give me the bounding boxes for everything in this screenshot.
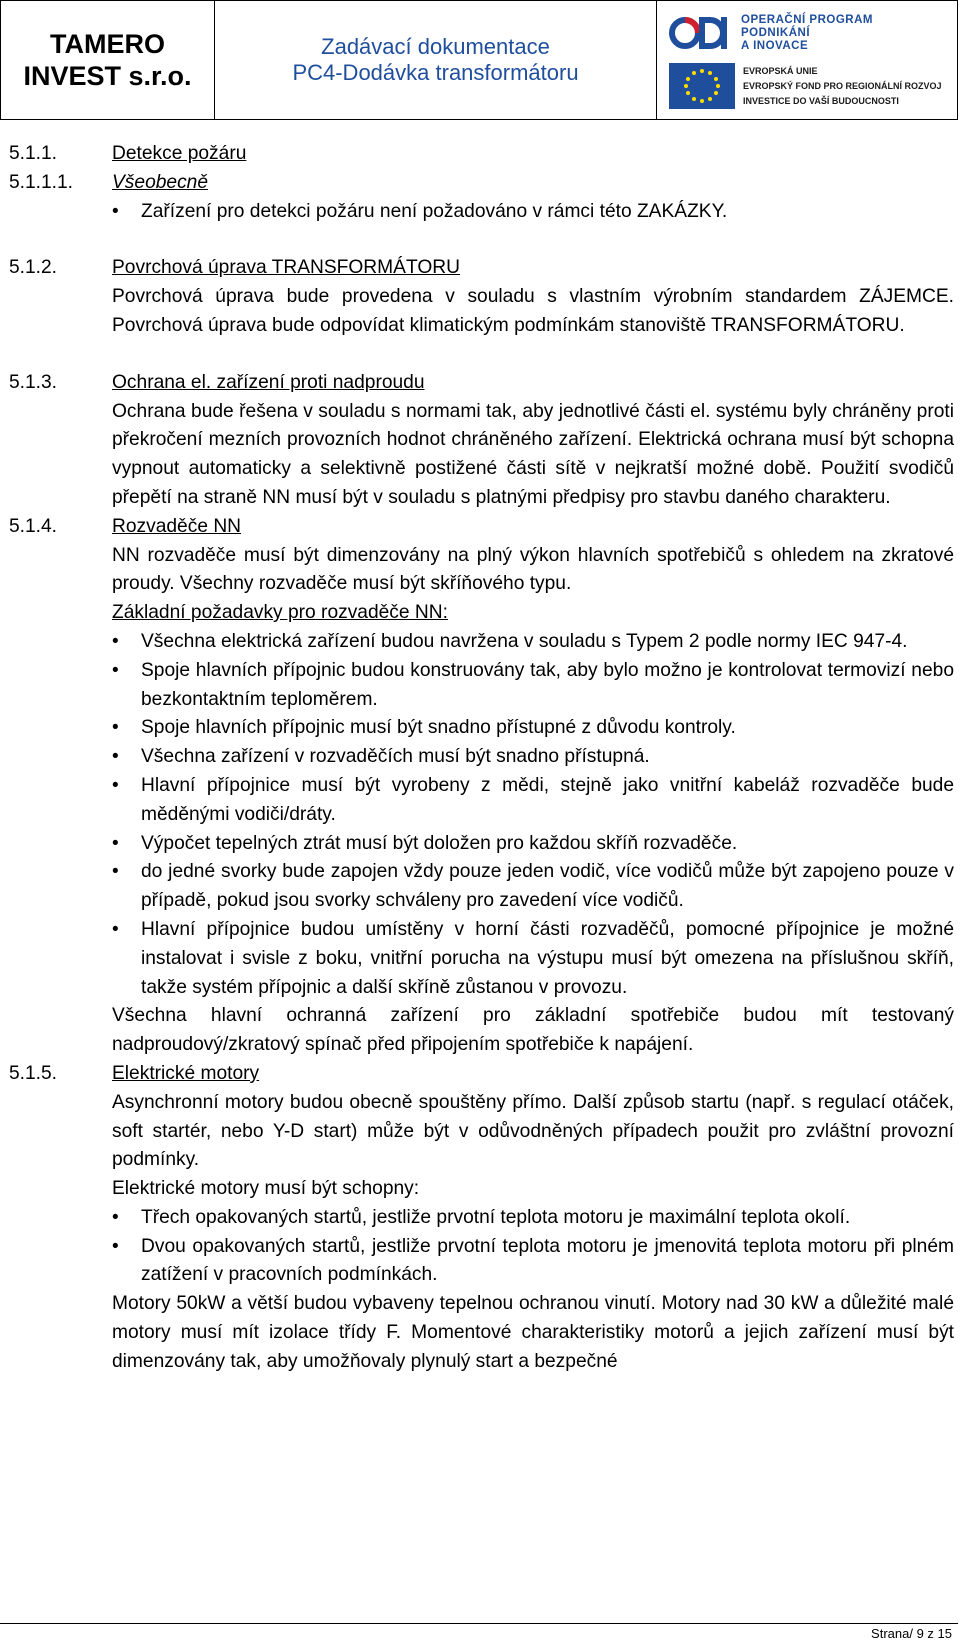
list-item: • Výpočet tepelných ztrát musí být doložen pro každou skříň rozvaděče. [112, 830, 954, 859]
logos-cell [657, 1, 957, 119]
list-item: • Spoje hlavních přípojnic musí být snadno přístupné z důvodu kontroly. [112, 714, 954, 743]
document-body [0, 140, 960, 1377]
section-5-1-5-heading [0, 1060, 960, 1089]
document-title-line2: PC4-Dodávka transformátoru [292, 60, 579, 85]
paragraph: Asynchronní motory budou obecně spouštěny přímo. Další způsob startu (např. s regulací otáček, soft startér, nebo Y-D start) může být v odůvodněných případech použit pro zvláštní provozní podmínky. [112, 1091, 954, 1171]
subheading: Základní požadavky pro rozvaděče NN: [112, 602, 448, 624]
eu-line1: EVROPSKÁ UNIE [743, 65, 818, 76]
bullet-list [0, 198, 960, 227]
company-name-line1: TAMERO [50, 29, 165, 59]
list-item: • Zařízení pro detekci požáru není požadováno v rámci této ZAKÁZKY. [112, 198, 954, 227]
section-title: Rozvaděče NN [112, 515, 242, 537]
section-title: Elektrické motory [112, 1062, 260, 1084]
section-title: Všeobecně [112, 171, 209, 193]
list-item: • do jedné svorky bude zapojen vždy pouze jeden vodič, více vodičů může být zapojeno pouze v případě, pokud jsou svorky schváleny pro zavedení více vodičů. [112, 858, 954, 916]
section-5-1-2-heading [0, 254, 960, 283]
section-number: 5.1.1.1. [9, 171, 74, 193]
bullet-list [0, 628, 960, 1002]
list-item: • Třech opakovaných startů, jestliže prvotní teplota motoru je maximální teplota okolí. [112, 1204, 954, 1233]
company-cell [1, 1, 215, 119]
section-number: 5.1.4. [9, 515, 58, 537]
paragraph: Motory 50kW a větší budou vybaveny tepelnou ochranou vinutí. Motory nad 30 kW a důležité malé motory musí mít izolace třídy F. Momentové charakteristiky motorů a jejich zařízení musí být dimenzovány tak, aby umožňovaly plynulý start a bezpečné [112, 1293, 954, 1372]
op-line3: A INOVACE [741, 39, 809, 52]
paragraph: Ochrana bude řešena v souladu s normami tak, aby jednotlivé části el. systému byly chráněny proti překročení mezních provozních hodnot chráněného zařízení. Elektrická ochrana musí být schopna vypnout automaticky a selektivně postižené části sítě v nejkratší možné době. Použití svodičů přepětí na straně NN musí být v souladu s platnými předpisy pro stavbu daného charakteru. [112, 400, 954, 508]
list-item: • Všechna elektrická zařízení budou navržena v souladu s Typem 2 podle normy IEC 947-4. [112, 628, 954, 657]
section-5-1-4-heading [0, 513, 960, 542]
section-5-1-1-1-heading [0, 169, 960, 198]
op-logo [669, 13, 873, 53]
section-title: Ochrana el. zařízení proti nadproudu [112, 371, 425, 393]
list-item: • Dvou opakovaných startů, jestliže prvotní teplota motoru je jmenovitá teplota motoru při plném zatížení v pracovních podmínkách. [112, 1233, 954, 1291]
section-title: Povrchová úprava TRANSFORMÁTORU [112, 257, 460, 279]
section-number: 5.1.3. [9, 371, 58, 393]
op-logo-icon [669, 13, 733, 53]
section-title: Detekce požáru [112, 143, 247, 164]
eu-logo [669, 63, 942, 109]
section-number: 5.1.2. [9, 257, 58, 279]
section-number: 5.1.5. [9, 1062, 58, 1084]
section-number: 5.1.1. [9, 143, 58, 164]
paragraph: Všechna hlavní ochranná zařízení pro základní spotřebiče budou mít testovaný nadproudový/zkratový spínač před připojením spotřebiče k napájení. [112, 1005, 954, 1056]
paragraph: NN rozvaděče musí být dimenzovány na plný výkon hlavních spotřebičů s ohledem na zkratové proudy. Všechny rozvaděče musí být skříňového typu. [112, 544, 954, 595]
eu-line3: INVESTICE DO VAŠÍ BUDOUCNOSTI [743, 95, 899, 106]
document-title-cell [215, 1, 657, 119]
paragraph: Elektrické motory musí být schopny: [112, 1178, 420, 1200]
bullet-list [0, 1204, 960, 1290]
op-line2: PODNIKÁNÍ [741, 26, 811, 39]
footer-divider [0, 1623, 958, 1624]
list-item: • Hlavní přípojnice budou umístěny v horní části rozvaděčů, pomocné přípojnice je možné instalovat i svisle z boku, vnitřní porucha na výstupu musí být omezena na příslušnou skříň, takže systém přípojnic a další skříně zůstanou v provozu. [112, 916, 954, 1002]
page-header [0, 0, 958, 120]
op-line1: OPERAČNÍ PROGRAM [741, 13, 873, 26]
document-title-line1: Zadávací dokumentace [321, 34, 550, 59]
company-name-line2: INVEST s.r.o. [23, 61, 192, 91]
section-5-1-1-heading [0, 140, 960, 169]
list-item: • Hlavní přípojnice musí být vyrobeny z mědi, stejně jako vnitřní kabeláž rozvaděče bude měděnými vodiči/dráty. [112, 772, 954, 830]
paragraph: Povrchová úprava bude provedena v souladu s vlastním výrobním standardem ZÁJEMCE. Povrchová úprava bude odpovídat klimatickým podmínkám stanoviště TRANSFORMÁTORU. [112, 286, 954, 336]
page-number: Strana/ 9 z 15 [871, 1626, 952, 1641]
eu-flag-icon [669, 63, 735, 109]
list-item: • Spoje hlavních přípojnic budou konstruovány tak, aby bylo možno je kontrolovat termovizí nebo bezkontaktním teploměrem. [112, 657, 954, 715]
list-item: • Všechna zařízení v rozvaděčích musí být snadno přístupná. [112, 743, 954, 772]
eu-line2: EVROPSKÝ FOND PRO REGIONÁLNÍ ROZVOJ [743, 80, 942, 91]
section-5-1-3-heading [0, 369, 960, 398]
